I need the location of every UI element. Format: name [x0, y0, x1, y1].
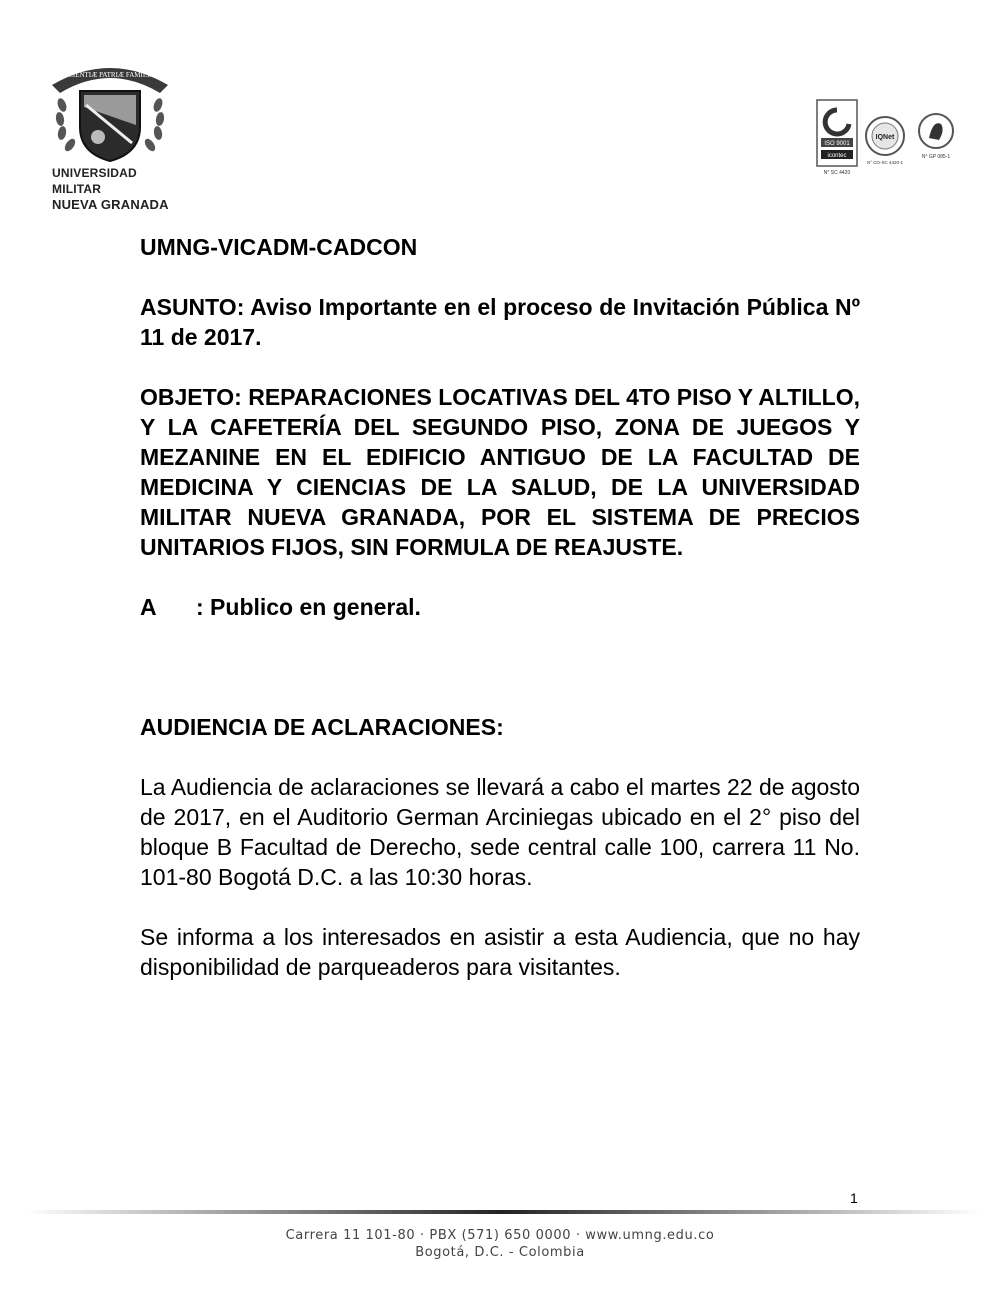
cert-iqnet-label: IQNet	[875, 134, 895, 141]
cert-icontec-label: icontec	[827, 153, 847, 159]
document-recipient	[140, 592, 860, 622]
certification-logos	[815, 98, 960, 178]
university-name	[52, 165, 182, 213]
footer-address-line2: Bogotá, D.C. - Colombia	[415, 1245, 585, 1260]
paragraph-audiencia: La Audiencia de aclaraciones se llevará a cabo el martes 22 de agosto de 2017, en el Auditorio German Arciniegas ubicado en el 2° piso del bloque B Facultad de Derecho, sede central calle 100, carrera 11 No. 101-80 Bogotá D.C. a las 10:30 horas.	[140, 774, 860, 890]
footer-address	[0, 1227, 1000, 1261]
cert-co-label: N° CO-SC 4420-1	[866, 160, 904, 165]
footer-address-line1: Carrera 11 101-80 · PBX (571) 650 0000 · www.umng.edu.co	[285, 1228, 715, 1243]
document-code: UMNG-VICADM-CADCON	[140, 234, 418, 260]
university-name-line1: UNIVERSIDAD MILITAR	[52, 166, 137, 196]
footer-divider	[25, 1210, 980, 1214]
paragraph-parqueaderos: Se informa a los interesados en asistir a esta Audiencia, que no hay disponibilidad de parqueaderos para visitantes.	[140, 924, 860, 980]
university-name-line2: NUEVA GRANADA	[52, 197, 169, 212]
section-title: AUDIENCIA DE ACLARACIONES:	[140, 714, 504, 740]
recipient-value: : Publico en general.	[196, 594, 421, 620]
document-objeto: OBJETO: REPARACIONES LOCATIVAS DEL 4TO PISO Y ALTILLO, Y LA CAFETERÍA DEL SEGUNDO PISO, ZONA DE JUEGOS Y MEZANINE EN EL EDIFICIO ANTIGUO DE LA FACULTAD DE MEDICINA Y CIENCIAS DE LA SALUD, DE LA UNIVERSIDAD MILITAR NUEVA GRANADA, POR EL SISTEMA DE PRECIOS UNITARIOS FIJOS, SIN FORMULA DE REAJUSTE.	[140, 384, 860, 560]
logo-motto: SCIENTIÆ PATRIÆ FAMILIÆ	[64, 71, 156, 79]
cert-iso-label: ISO 9001	[824, 141, 850, 147]
cert-gp-label: N° GP 085-1	[921, 154, 951, 160]
cert-sc-label: N° SC 4420	[823, 170, 851, 176]
recipient-label: A	[140, 594, 157, 620]
page-number: 1	[850, 1190, 858, 1206]
document-body	[140, 232, 860, 1012]
document-asunto: ASUNTO: Aviso Importante en el proceso de Invitación Pública Nº 11 de 2017.	[140, 294, 860, 350]
certification-seals-icon	[815, 98, 960, 178]
university-shield-emblem	[40, 55, 180, 165]
